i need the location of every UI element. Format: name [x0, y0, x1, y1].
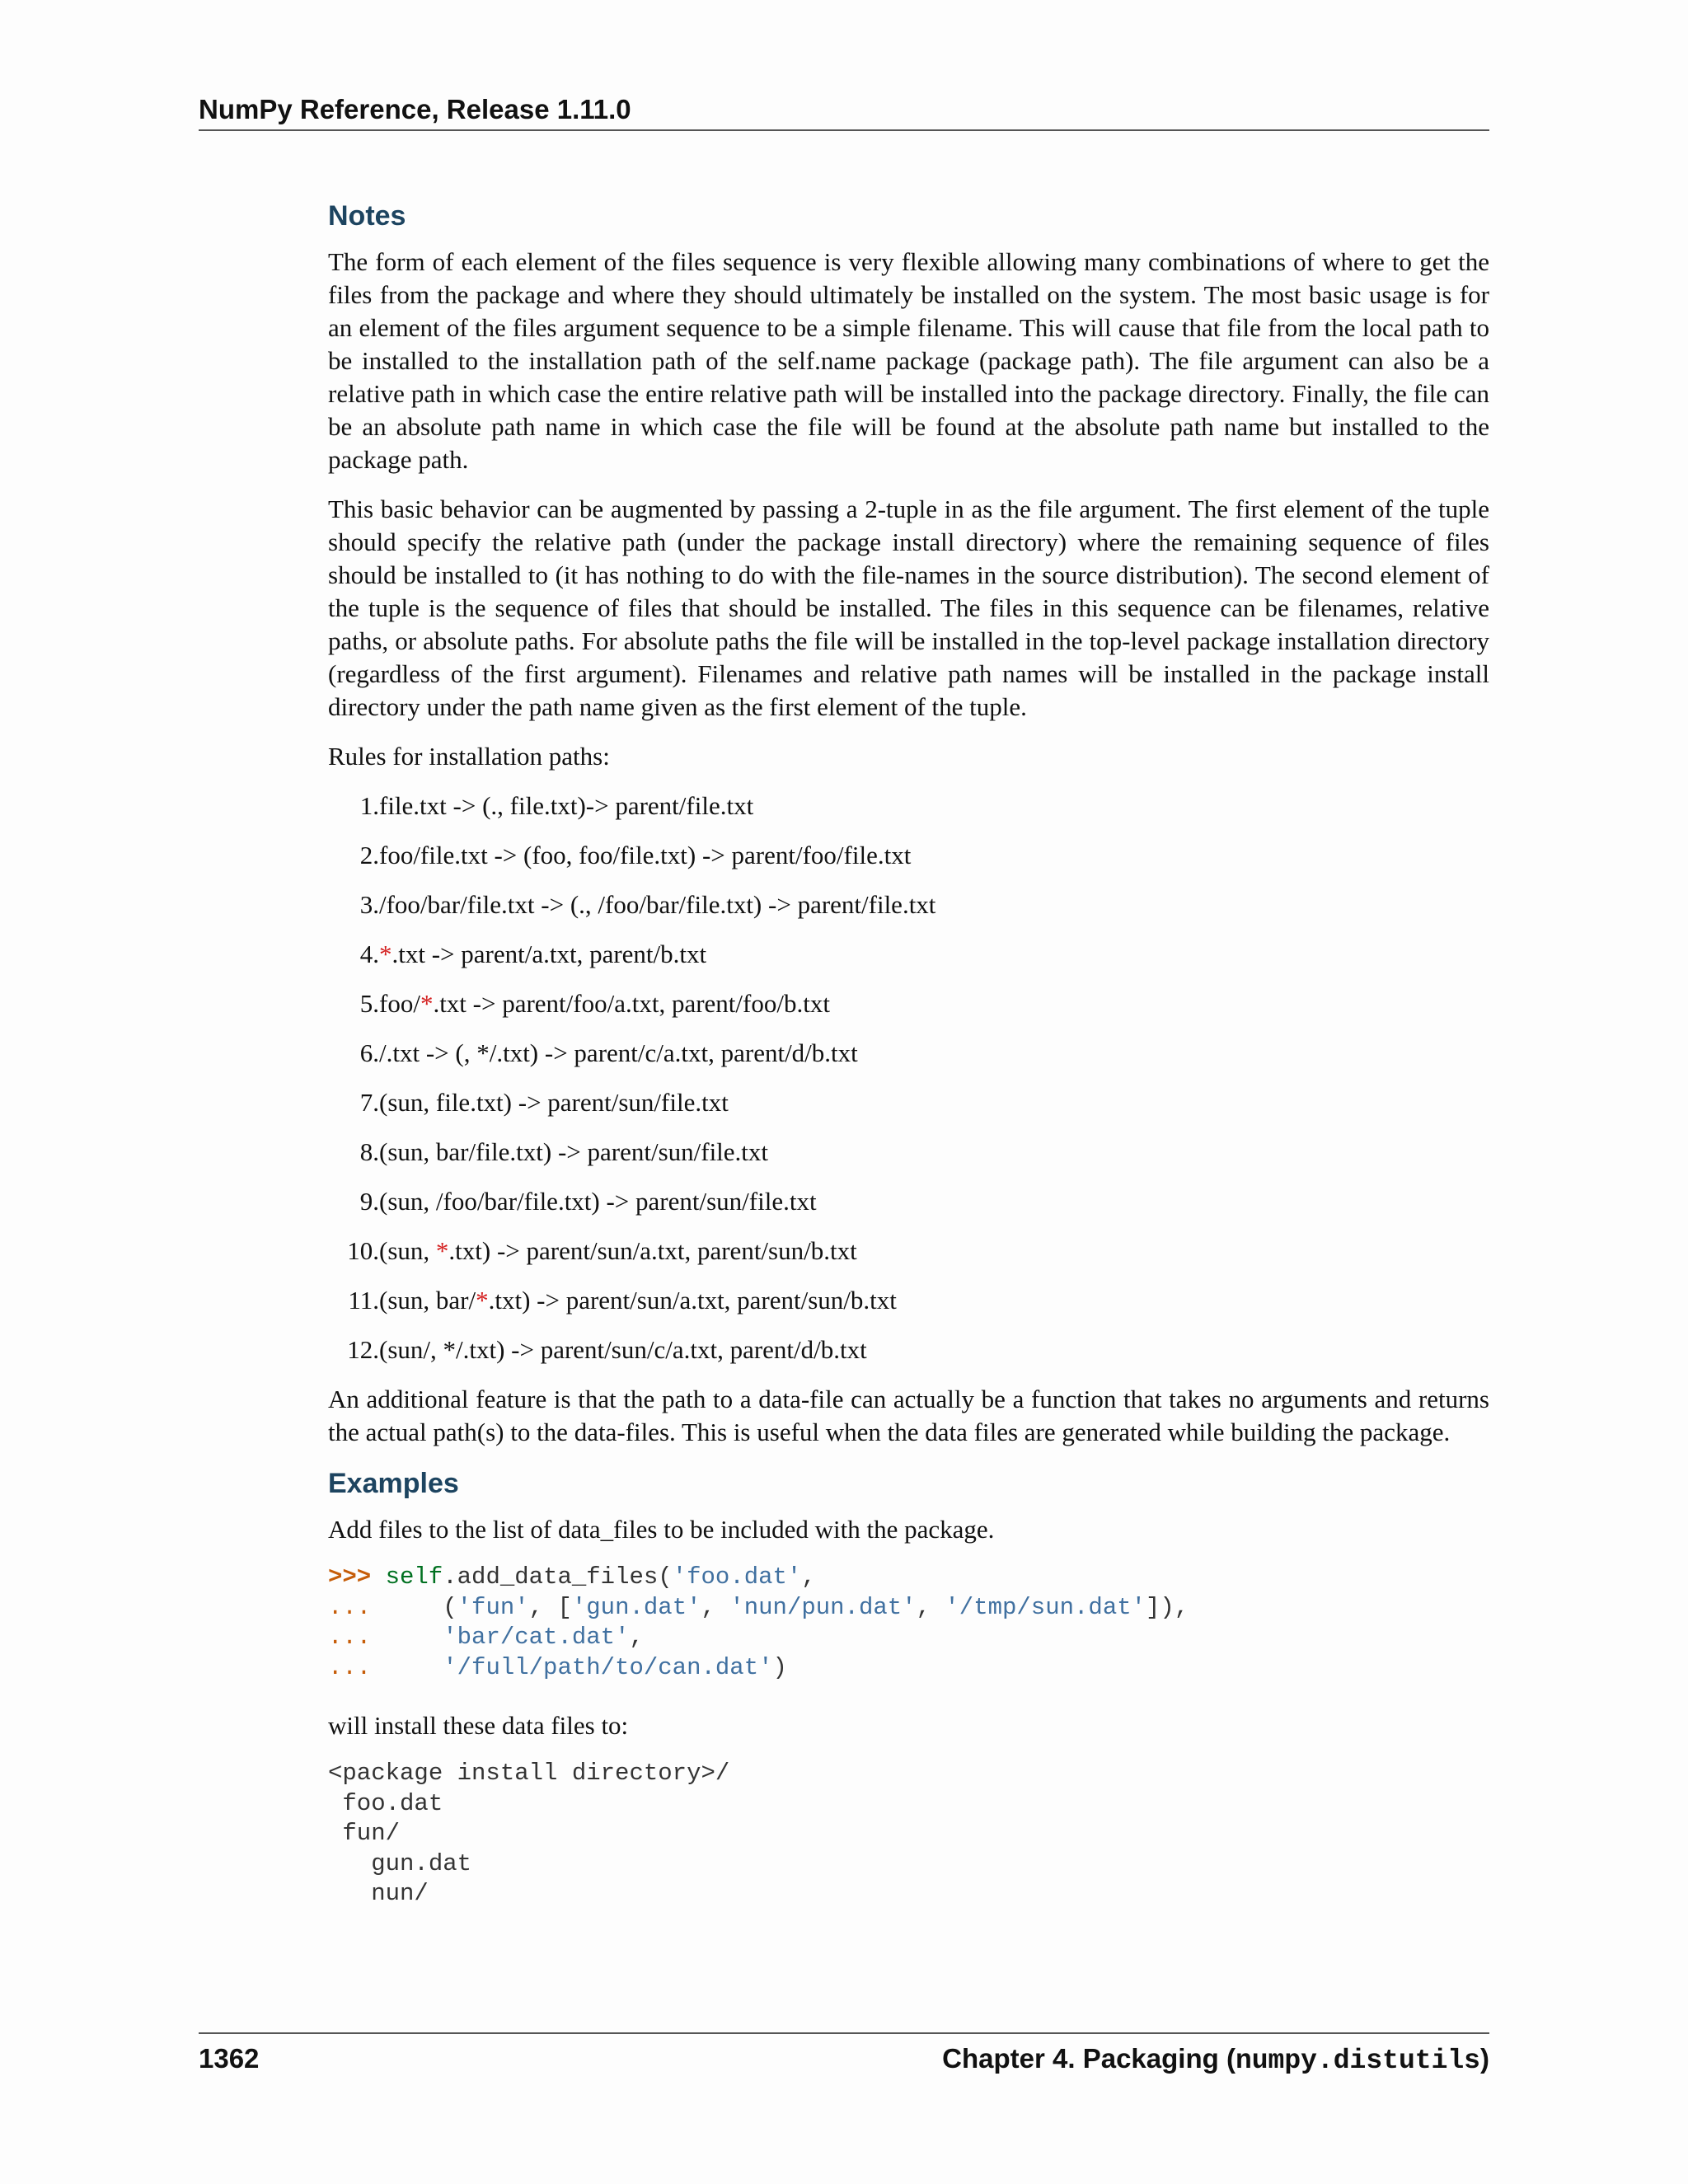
rule-text: (sun/, */.txt) -> parent/sun/c/a.txt, parent/d/b.txt [379, 1335, 867, 1364]
chapter-title: Chapter 4. Packaging (numpy.distutils) [942, 2043, 1489, 2076]
code-example: >>> self.add_data_files('foo.dat', ... ('fun', ['gun.dat', 'nun/pun.dat', '/tmp/sun.dat']), ... 'bar/cat.dat', ... '/full/path/to/can.dat') [328, 1563, 1189, 1681]
rule-number: 9. [359, 1187, 379, 1216]
after-code-text: will install these data files to: [328, 1711, 629, 1740]
rule-text: (sun, /foo/bar/file.txt) -> parent/sun/file.txt [379, 1187, 817, 1216]
rule-number: 11. [348, 1286, 379, 1315]
directory-tree: <package install directory>/ foo.dat fun/ gun.dat nun/ [328, 1760, 730, 1907]
rule-item [328, 1037, 1489, 1070]
rule-item [328, 1086, 1489, 1119]
rule-item [328, 1235, 1489, 1268]
rule-number: 1. [359, 791, 379, 820]
page-footer [199, 2041, 1489, 2079]
rule-item [328, 987, 1489, 1020]
rule-text: foo/*.txt -> parent/foo/a.txt, parent/foo/b.txt [379, 989, 830, 1018]
rule-number: 10. [347, 1236, 379, 1265]
rule-text: (sun, bar/file.txt) -> parent/sun/file.txt [379, 1137, 769, 1166]
page-number: 1362 [199, 2043, 260, 2074]
rules-intro: Rules for installation paths: [328, 742, 610, 771]
rule-number: 12. [347, 1335, 379, 1364]
rule-text: (sun, *.txt) -> parent/sun/a.txt, parent/sun/b.txt [379, 1236, 857, 1265]
rules-list [328, 790, 1489, 1366]
notes-heading: Notes [328, 200, 406, 232]
header-title: NumPy Reference, Release 1.11.0 [199, 94, 631, 124]
rule-text: /.txt -> (, */.txt) -> parent/c/a.txt, parent/d/b.txt [379, 1038, 858, 1067]
main-content [328, 198, 1489, 1936]
rule-number: 2. [359, 841, 379, 869]
rule-item [328, 1284, 1489, 1317]
examples-heading: Examples [328, 1468, 459, 1499]
notes-closing-paragraph: An additional feature is that the path to a data-file can actually be a function that takes no arguments and returns the actual path(s) to the data-files. This is useful when the data files are generated while building the package. [328, 1385, 1489, 1446]
running-header [199, 93, 1489, 131]
rule-item [328, 839, 1489, 872]
examples-intro: Add files to the list of data_files to be included with the package. [328, 1515, 995, 1544]
rule-text: /foo/bar/file.txt -> (., /foo/bar/file.txt) -> parent/file.txt [379, 890, 936, 919]
rule-item [328, 1333, 1489, 1366]
notes-paragraph-1: The form of each element of the files sequence is very flexible allowing many combinations of where to get the files from the package and where they should ultimately be installed on the system. The most basic usage is for an element of the files argument sequence to be a simple filename. This will cause that file from the local path to be installed to the installation path of the self.name package (package path). The file argument can also be a relative path in which case the entire relative path will be installed into the package directory. Finally, the file can be an absolute path name in which case the file will be found at the absolute path name but installed to the package path. [328, 247, 1489, 474]
rule-number: 3. [359, 890, 379, 919]
rule-number: 7. [359, 1088, 379, 1117]
rule-item [328, 1185, 1489, 1218]
rule-number: 4. [359, 940, 379, 968]
rule-item [328, 790, 1489, 823]
rule-text: foo/file.txt -> (foo, foo/file.txt) -> parent/foo/file.txt [379, 841, 912, 869]
rule-text: *.txt -> parent/a.txt, parent/b.txt [379, 940, 707, 968]
rule-text: (sun, bar/*.txt) -> parent/sun/a.txt, parent/sun/b.txt [379, 1286, 897, 1315]
rule-number: 6. [359, 1038, 379, 1067]
rule-text: (sun, file.txt) -> parent/sun/file.txt [379, 1088, 729, 1117]
notes-paragraph-2: This basic behavior can be augmented by passing a 2-tuple in as the file argument. The first element of the tuple should specify the relative path (under the package install directory) where the remaining sequence of files should be installed to (it has nothing to do with the file-names in the source distribution). The second element of the tuple is the sequence of files that should be installed. The files in this sequence can be filenames, relative paths, or absolute paths. For absolute paths the file will be installed in the top-level package installation directory (regardless of the first argument). Filenames and relative path names will be installed in the package install directory under the path name given as the first element of the tuple. [328, 494, 1489, 721]
rule-number: 8. [359, 1137, 379, 1166]
footer-rule [199, 2032, 1489, 2034]
rule-item [328, 938, 1489, 971]
rule-item [328, 1136, 1489, 1169]
rule-number: 5. [359, 989, 379, 1018]
rule-text: file.txt -> (., file.txt)-> parent/file.txt [379, 791, 754, 820]
rule-item [328, 888, 1489, 921]
